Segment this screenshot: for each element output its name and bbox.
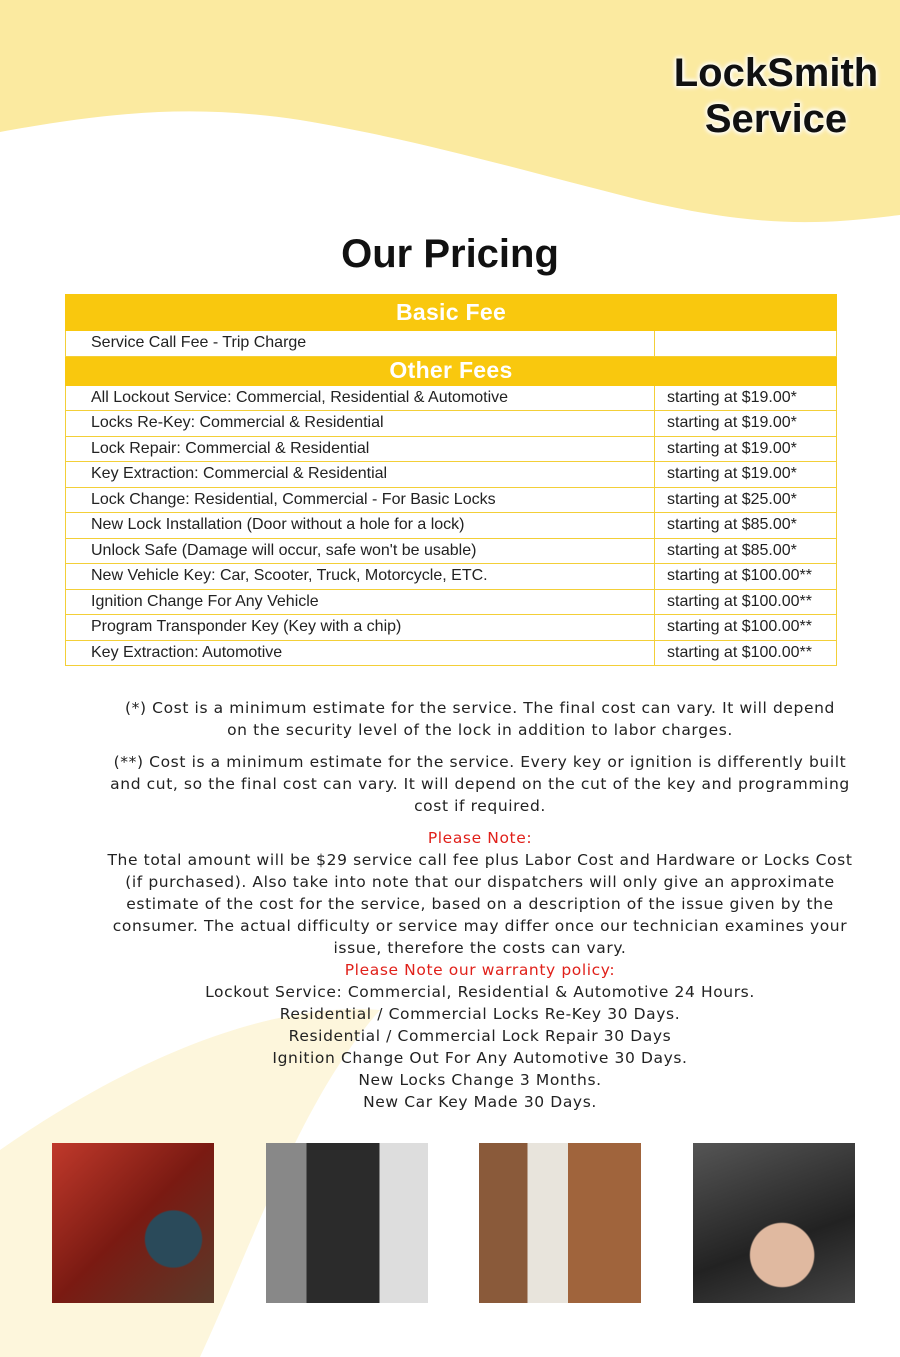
brand-logo [660, 50, 892, 142]
warranty-item: New Locks Change 3 Months. [358, 1071, 602, 1089]
service-name: Key Extraction: Commercial & Residential [66, 462, 655, 488]
other-fees-header: Other Fees [66, 356, 837, 385]
table-row [66, 538, 837, 564]
service-name: Program Transponder Key (Key with a chip) [66, 615, 655, 641]
service-price: starting at $19.00* [655, 411, 837, 437]
service-price: starting at $19.00* [655, 385, 837, 411]
table-row [66, 436, 837, 462]
warranty-list [100, 981, 860, 1113]
warranty-item: Ignition Change Out For Any Automotive 30 Days. [272, 1049, 688, 1067]
service-price: starting at $19.00* [655, 462, 837, 488]
table-row [66, 615, 837, 641]
basic-fee-header: Basic Fee [66, 295, 837, 331]
service-name: All Lockout Service: Commercial, Residential & Automotive [66, 385, 655, 411]
table-row [66, 589, 837, 615]
service-name: Lock Change: Residential, Commercial - For Basic Locks [66, 487, 655, 513]
ignition-key-photo [693, 1143, 855, 1303]
table-row [66, 462, 837, 488]
service-price: starting at $100.00** [655, 615, 837, 641]
service-name: Locks Re-Key: Commercial & Residential [66, 411, 655, 437]
keypad-lock-photo [266, 1143, 428, 1303]
table-row [66, 411, 837, 437]
warranty-item: New Car Key Made 30 Days. [363, 1093, 597, 1111]
service-price: starting at $19.00* [655, 436, 837, 462]
service-price: starting at $100.00** [655, 564, 837, 590]
service-name: Service Call Fee - Trip Charge [66, 331, 655, 357]
service-name: Unlock Safe (Damage will occur, safe won't be usable) [66, 538, 655, 564]
table-row [66, 513, 837, 539]
door-key-photo [479, 1143, 641, 1303]
service-price [655, 331, 837, 357]
service-price: starting at $100.00** [655, 589, 837, 615]
single-asterisk-note: (*) Cost is a minimum estimate for the service. The final cost can vary. It will depend on the security level of the lock in addition to labor charges. [125, 699, 835, 739]
warranty-item: Residential / Commercial Lock Repair 30 Days [288, 1027, 672, 1045]
please-note-text: The total amount will be $29 service call fee plus Labor Cost and Hardware or Locks Cost (if purchased). Also take into note that our dispatchers will only give an approximate estimate of the cost for the service, based on a description of the issue given by the consumer. The actual difficulty or service may differ once our technician examines your issue, therefore the costs can vary. [107, 851, 853, 957]
service-price: starting at $25.00* [655, 487, 837, 513]
warranty-item: Lockout Service: Commercial, Residential & Automotive 24 Hours. [205, 983, 755, 1001]
table-row [66, 640, 837, 666]
notes-section [100, 697, 860, 1113]
table-row [66, 564, 837, 590]
service-name: New Lock Installation (Door without a hole for a lock) [66, 513, 655, 539]
pricing-table [65, 294, 837, 666]
service-name: New Vehicle Key: Car, Scooter, Truck, Motorcycle, ETC. [66, 564, 655, 590]
warranty-item: Residential / Commercial Locks Re-Key 30 Days. [279, 1005, 681, 1023]
please-note-label: Please Note: [427, 829, 533, 847]
warranty-label: Please Note our warranty policy: [344, 961, 616, 979]
service-name: Ignition Change For Any Vehicle [66, 589, 655, 615]
service-price: starting at $100.00** [655, 640, 837, 666]
double-asterisk-note: (**) Cost is a minimum estimate for the service. Every key or ignition is differently built and cut, so the final cost can vary. It will depend on the cut of the key and programming cost if required. [110, 753, 850, 815]
service-price: starting at $85.00* [655, 513, 837, 539]
table-row [66, 487, 837, 513]
page-title: Our Pricing [341, 232, 559, 276]
brand-line-2: Service [704, 97, 848, 141]
table-row [66, 385, 837, 411]
car-key-fob-photo [52, 1143, 214, 1303]
service-name: Key Extraction: Automotive [66, 640, 655, 666]
table-row [66, 331, 837, 357]
brand-line-1: LockSmith [673, 51, 879, 95]
service-price: starting at $85.00* [655, 538, 837, 564]
service-name: Lock Repair: Commercial & Residential [66, 436, 655, 462]
